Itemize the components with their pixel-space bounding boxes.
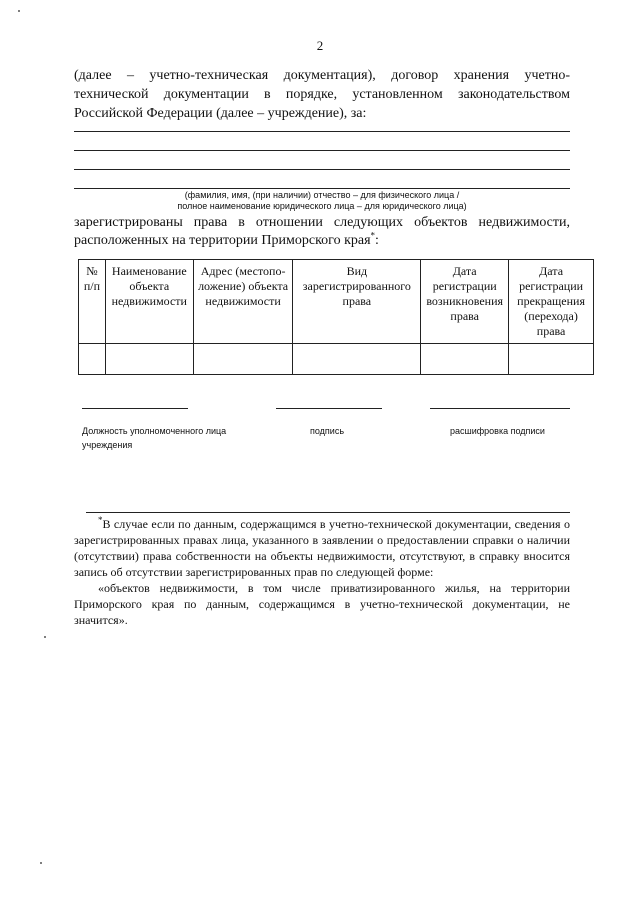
page-number: 2 [316, 38, 324, 53]
table-cell [293, 344, 421, 375]
table-row [79, 344, 594, 375]
footnote-mark: * [98, 515, 103, 525]
registered-line-1: зарегистрированы права в отношении следующих объектов недвижимости, [74, 215, 570, 230]
footnote-paragraph-2: «объектов недвижимости, в том числе приватизированного жилья, на территории Приморского края по данным, содержащимся в учетно-технической документации, не значится». [74, 581, 570, 627]
col-header-registration-date: Дата регистрации возникновения права [421, 260, 509, 344]
fill-caption-line-2: полное наименование юридического лица – для юридического лица) [177, 201, 467, 211]
table-cell [421, 344, 509, 375]
footnote [74, 516, 570, 628]
footnote-marker: * [370, 230, 376, 241]
position-label: Должность уполномоченного лица учреждения [82, 426, 227, 450]
scan-mark [40, 862, 42, 864]
fill-caption [74, 190, 570, 212]
fill-line-2 [74, 150, 570, 151]
footnote-paragraph-1 [74, 516, 570, 580]
intro-line-2: технической документации в порядке, установленном законодательством [74, 87, 570, 102]
scan-mark [18, 10, 20, 12]
decode-signature-line [430, 408, 570, 409]
intro-paragraph [74, 66, 570, 123]
table-cell [509, 344, 594, 375]
col-header-right-type: Вид зарегистрированного права [293, 260, 421, 344]
registered-rights-text [74, 214, 570, 250]
table-cell [79, 344, 106, 375]
registered-line-2: расположенных на территории Приморского края [74, 233, 371, 248]
col-header-termination-date: Дата регистрации прекращения (перехода) права [509, 260, 594, 344]
table-cell [193, 344, 293, 375]
footnote-separator [86, 512, 570, 513]
intro-line-1: (далее – учетно-техническая документация), договор хранения учетно- [74, 68, 570, 83]
fill-line-4 [74, 188, 570, 189]
table-cell [105, 344, 193, 375]
intro-line-3: Российской Федерации (далее – учреждение), за: [74, 106, 367, 121]
fill-caption-line-1: (фамилия, имя, (при наличии) отчество – для физического лица / [184, 190, 460, 200]
decode-label: расшифровка подписи [450, 426, 545, 436]
signature-line [276, 408, 382, 409]
registered-colon: : [375, 233, 379, 248]
col-header-number: № п/п [79, 260, 106, 344]
fill-line-1 [74, 131, 570, 132]
table-header-row [79, 260, 594, 344]
sign-label: подпись [310, 426, 345, 436]
scan-mark [44, 636, 46, 638]
fill-line-3 [74, 169, 570, 170]
footnote-text-1: В случае если по данным, содержащимся в учетно-технической документации, сведения о зарегистрированных правах лица, указанного в заявлении о предоставлении справки о наличии (отсутствии) права собственности на объекты недвижимости, отсутствуют, в справку вносится запись об отсутствии зарегистрированных прав по следующей форме: [74, 517, 570, 579]
col-header-address: Адрес (местопо-ложение) объекта недвижимости [193, 260, 293, 344]
col-header-object-name: Наименование объекта недвижимости [105, 260, 193, 344]
position-signature-line [82, 408, 188, 409]
rights-table [78, 259, 594, 375]
